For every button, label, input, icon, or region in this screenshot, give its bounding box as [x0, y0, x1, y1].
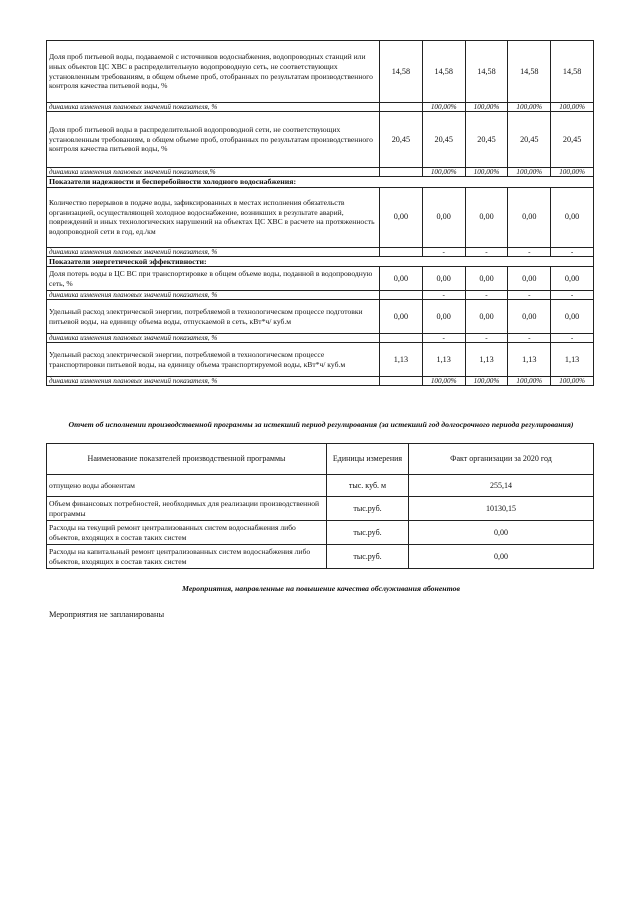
- table-row: [47, 545, 594, 569]
- indicator-value: 0,00: [422, 300, 465, 334]
- dynamics-label: динамика изменения плановых значений показателя, %: [47, 247, 380, 256]
- indicator-value: 0,00: [380, 187, 423, 247]
- dynamics-value: 100,00%: [508, 103, 551, 112]
- column-header: Наименование показателей производственной программы: [47, 444, 327, 475]
- dynamics-value: [380, 168, 423, 177]
- indicator-value: 0,00: [465, 300, 508, 334]
- table-row: [47, 291, 594, 300]
- program-report-table: [46, 443, 594, 569]
- dynamics-value: -: [465, 247, 508, 256]
- program-indicator-name: Расходы на капитальный ремонт централизованных систем водоснабжения либо объектов, входящих в состав таких систем: [47, 545, 327, 569]
- dynamics-value: [380, 334, 423, 343]
- indicator-label: Доля проб питьевой воды, подаваемой с источников водоснабжения, водопроводных станций или иных объектов ЦС ХВС в распределительную водопроводную сеть, не соответствующих установленным требованиям, в общем объеме проб, отобранных по результатам производственного контроля качества питьевой воды, %: [47, 41, 380, 103]
- dynamics-value: 100,00%: [465, 103, 508, 112]
- indicator-value: 0,00: [465, 267, 508, 291]
- table-row: [47, 267, 594, 291]
- measures-text: Мероприятия не запланированы: [49, 610, 165, 619]
- table-row: [47, 187, 594, 247]
- dynamics-value: [380, 377, 423, 386]
- indicator-value: 1,13: [380, 343, 423, 377]
- dynamics-value: -: [508, 291, 551, 300]
- indicator-value: 0,00: [508, 267, 551, 291]
- dynamics-value: -: [508, 334, 551, 343]
- program-indicator-name: Объем финансовых потребностей, необходимых для реализации производственной программы: [47, 497, 327, 521]
- indicator-value: 20,45: [422, 112, 465, 168]
- dynamics-value: 100,00%: [422, 377, 465, 386]
- dynamics-value: -: [422, 247, 465, 256]
- indicator-label: Количество перерывов в подаче воды, зафиксированных в местах исполнения обязательств организацией, осуществляющей холодное водоснабжение, возникших в результате аварий, повреждений и иных технологических нарушений на объектах ЦС ХВС в расчете на протяженность водопроводной сети в год, ед./км: [47, 187, 380, 247]
- indicator-value: 14,58: [551, 41, 594, 103]
- indicator-label: Доля проб питьевой воды в распределительной водопроводной сети, не соответствующих установленным требованиям, в общем объеме проб, отобранных по результатам производственного контроля качества питьевой воды, %: [47, 112, 380, 168]
- section-heading: Показатели надежности и бесперебойности холодного водоснабжения:: [47, 177, 594, 188]
- quality-indicators-table: [46, 40, 594, 386]
- dynamics-label: динамика изменения плановых значений показателя, %: [47, 103, 380, 112]
- dynamics-value: -: [465, 334, 508, 343]
- table-header-row: [47, 444, 594, 475]
- dynamics-label: динамика изменения плановых значений показателя, %: [47, 334, 380, 343]
- section-row: [47, 256, 594, 267]
- dynamics-value: [380, 291, 423, 300]
- dynamics-value: 100,00%: [551, 168, 594, 177]
- unit-cell: тыс. куб. м: [327, 475, 409, 497]
- indicator-value: 20,45: [551, 112, 594, 168]
- dynamics-value: [380, 103, 423, 112]
- table-row: [47, 103, 594, 112]
- program-indicator-name: Расходы на текущий ремонт централизованных систем водоснабжения либо объектов, входящих в состав таких систем: [47, 521, 327, 545]
- indicator-value: 0,00: [508, 187, 551, 247]
- indicator-value: 0,00: [551, 267, 594, 291]
- dynamics-label: динамика изменения плановых значений показателя,%: [47, 168, 380, 177]
- table-row: [47, 112, 594, 168]
- fact-value: 0,00: [409, 545, 594, 569]
- indicator-value: 20,45: [380, 112, 423, 168]
- dynamics-value: 100,00%: [551, 377, 594, 386]
- dynamics-label: динамика изменения плановых значений показателя, %: [47, 291, 380, 300]
- indicator-value: 14,58: [380, 41, 423, 103]
- unit-cell: тыс.руб.: [327, 521, 409, 545]
- dynamics-value: 100,00%: [465, 377, 508, 386]
- indicator-value: 1,13: [465, 343, 508, 377]
- indicator-value: 14,58: [422, 41, 465, 103]
- dynamics-value: 100,00%: [551, 103, 594, 112]
- indicator-label: Доля потерь воды в ЦС ВС при транспортировке в общем объеме воды, поданной в водопроводную сеть, %: [47, 267, 380, 291]
- table-row: [47, 168, 594, 177]
- indicator-value: 0,00: [551, 300, 594, 334]
- measures-caption: Мероприятия, направленные на повышение качества обслуживания абонентов: [182, 584, 460, 593]
- dynamics-value: -: [551, 334, 594, 343]
- indicator-value: 1,13: [422, 343, 465, 377]
- indicator-label: Удельный расход электрической энергии, потребляемой в технологическом процессе транспортировки питьевой воды, на единицу объема транспортируемой воды, кВт*ч/ куб.м: [47, 343, 380, 377]
- program-indicator-name: отпущено воды абонентам: [47, 475, 327, 497]
- indicator-value: 0,00: [422, 187, 465, 247]
- dynamics-value: -: [551, 291, 594, 300]
- dynamics-value: 100,00%: [508, 168, 551, 177]
- unit-cell: тыс.руб.: [327, 497, 409, 521]
- table-row: [47, 41, 594, 103]
- unit-cell: тыс.руб.: [327, 545, 409, 569]
- dynamics-value: -: [422, 291, 465, 300]
- fact-value: 255,14: [409, 475, 594, 497]
- indicator-value: 1,13: [508, 343, 551, 377]
- dynamics-value: [380, 247, 423, 256]
- dynamics-value: 100,00%: [422, 168, 465, 177]
- dynamics-value: 100,00%: [422, 103, 465, 112]
- table-row: [47, 247, 594, 256]
- table-row: [47, 475, 594, 497]
- indicator-value: 14,58: [508, 41, 551, 103]
- table-row: [47, 521, 594, 545]
- table-row: [47, 334, 594, 343]
- indicator-value: 20,45: [508, 112, 551, 168]
- table-row: [47, 377, 594, 386]
- dynamics-value: -: [551, 247, 594, 256]
- indicator-value: 20,45: [465, 112, 508, 168]
- fact-value: 0,00: [409, 521, 594, 545]
- column-header: Единицы измерения: [327, 444, 409, 475]
- indicator-value: 0,00: [551, 187, 594, 247]
- table-row: [47, 497, 594, 521]
- dynamics-value: -: [465, 291, 508, 300]
- section-heading: Показатели энергетической эффективности:: [47, 256, 594, 267]
- dynamics-value: 100,00%: [508, 377, 551, 386]
- dynamics-label: динамика изменения плановых значений показателя, %: [47, 377, 380, 386]
- indicator-value: 0,00: [422, 267, 465, 291]
- dynamics-value: -: [422, 334, 465, 343]
- indicator-value: 0,00: [508, 300, 551, 334]
- indicator-value: 0,00: [380, 300, 423, 334]
- indicator-value: 0,00: [465, 187, 508, 247]
- column-header: Факт организации за 2020 год: [409, 444, 594, 475]
- report-caption: Отчет об исполнении производственной программы за истекший период регулирования (за истекший год долгосрочного периода регулирования): [68, 420, 574, 429]
- table-row: [47, 343, 594, 377]
- indicator-value: 0,00: [380, 267, 423, 291]
- table-row: [47, 300, 594, 334]
- indicator-value: 1,13: [551, 343, 594, 377]
- indicator-value: 14,58: [465, 41, 508, 103]
- indicator-label: Удельный расход электрической энергии, потребляемой в технологическом процессе подготовки питьевой воды, на единицу объема воды, отпускаемой в сеть, кВт*ч/ куб.м: [47, 300, 380, 334]
- section-row: [47, 177, 594, 188]
- dynamics-value: 100,00%: [465, 168, 508, 177]
- fact-value: 10130,15: [409, 497, 594, 521]
- dynamics-value: -: [508, 247, 551, 256]
